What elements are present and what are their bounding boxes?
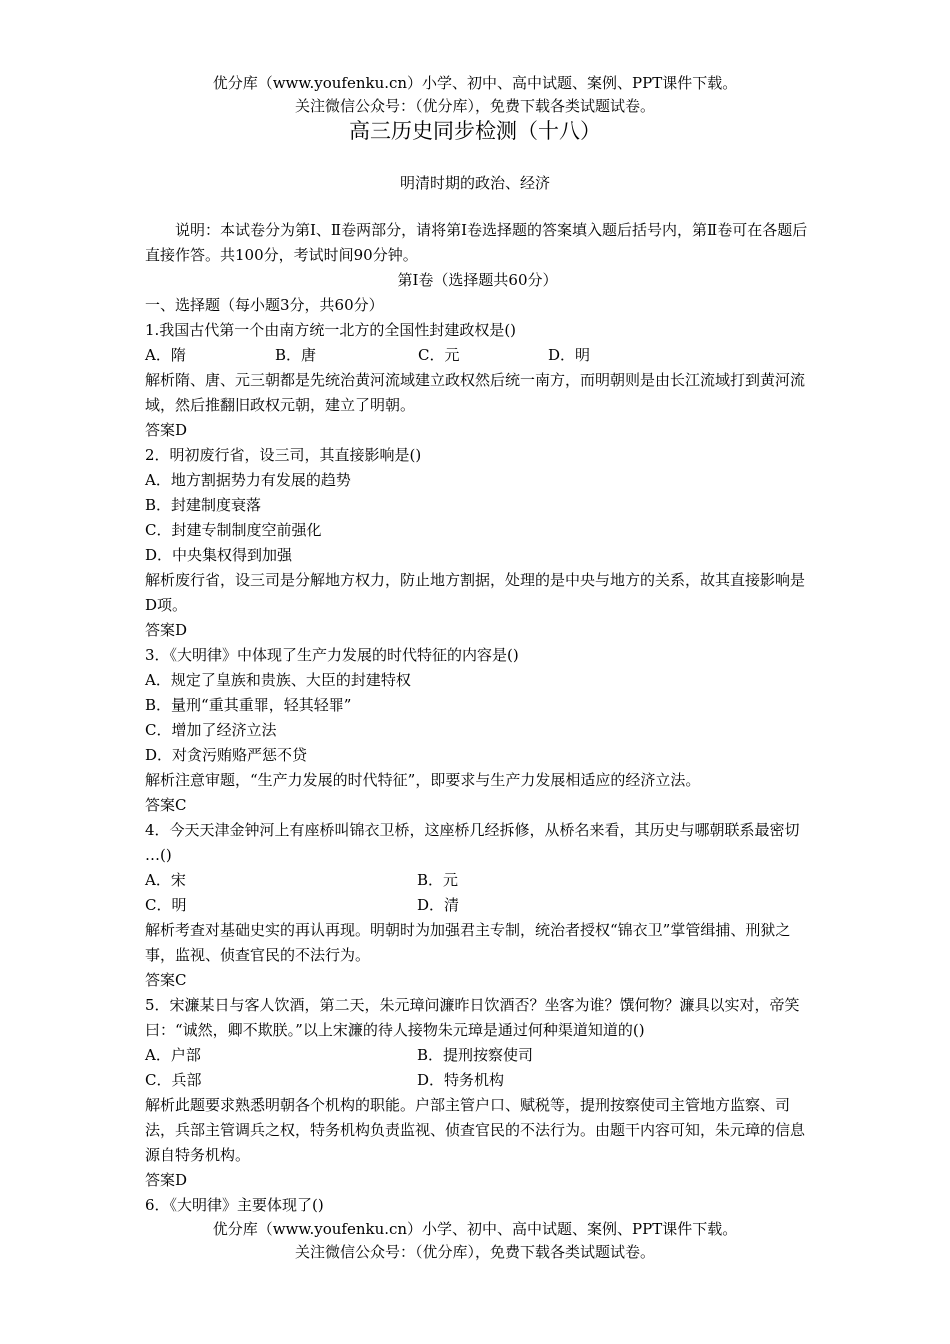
question-analysis: 解析考查对基础史实的再认再现。明朝时为加强君主专制，统治者授权“锦衣卫”掌管缉捕、刑狱之事，监视、侦查官民的不法行为。 [145,921,791,964]
option-b: B．量刑“重其重罪，轻其轻罪” [145,696,352,714]
footer-line-2: 关注微信公众号：（优分库），免费下载各类试题试卷。 [294,1243,655,1261]
document-body [145,218,810,1218]
option-c: C．元 [418,346,460,364]
question-options [145,868,810,893]
question-stem: 5．宋濂某日与客人饮酒，第二天，朱元璋问濂昨日饮酒否？坐客为谁？馔何物？濂具以实对，帝笑曰：“诚然，卿不欺朕。”以上宋濂的待人接物朱元璋是通过何种渠道知道的() [145,996,800,1039]
question-options [145,893,810,918]
question-stem: 4．今天天津金钟河上有座桥叫锦衣卫桥，这座桥几经拆修，从桥名来看，其历史与哪朝联系最密切 …() [145,821,800,864]
section-title: 一、选择题（每小题3分，共60分） [145,296,384,314]
question-options [145,1068,810,1093]
page-header [0,72,950,118]
part-title: 第Ⅰ卷（选择题共60分） [397,271,558,289]
option-c: C．封建专制制度空前强化 [145,521,322,539]
option-a: A．规定了皇族和贵族、大臣的封建特权 [145,671,411,689]
intro-text: 说明：本试卷分为第Ⅰ、Ⅱ卷两部分，请将第Ⅰ卷选择题的答案填入题后括号内，第Ⅱ卷可在各题后直接作答。共100分，考试时间90分钟。 [145,221,808,264]
question-stem: 1.我国古代第一个由南方统一北方的全国性封建政权是() [145,321,517,339]
question-stem: 3．《大明律》中体现了生产力发展的时代特征的内容是() [145,646,519,664]
question-answer: 答案D [145,421,188,439]
option-d: D．特务机构 [417,1071,505,1089]
question-stem: 6．《大明律》主要体现了() [145,1196,324,1214]
question-answer: 答案D [145,621,188,639]
question-analysis: 解析注意审题，“生产力发展的时代特征”，即要求与生产力发展相适应的经济立法。 [145,771,701,789]
question-options [145,1043,810,1068]
document-subtitle: 明清时期的政治、经济 [399,174,550,192]
option-d: D．明 [548,346,591,364]
header-line-1: 优分库（www.youfenku.cn）小学、初中、高中试题、案例、PPT课件下载。 [212,74,738,92]
question-answer: 答案C [145,971,187,989]
document-title: 高三历史同步检测（十八） [349,119,601,143]
option-c: C．明 [145,896,187,914]
option-a: A．地方割据势力有发展的趋势 [145,471,351,489]
option-b: B．唐 [275,346,317,364]
question-answer: 答案D [145,1171,188,1189]
question-answer: 答案C [145,796,187,814]
option-d: D．清 [417,896,460,914]
header-line-2: 关注微信公众号：（优分库），免费下载各类试题试卷。 [294,97,655,115]
page-footer [0,1218,950,1264]
option-b: B．封建制度衰落 [145,496,262,514]
option-d: D．对贪污贿赂严惩不贷 [145,746,308,764]
option-b: B．元 [417,871,459,889]
option-a: A．宋 [145,871,186,889]
option-b: B．提刑按察使司 [417,1046,534,1064]
option-a: A．隋 [145,346,186,364]
question-stem: 2．明初废行省，设三司，其直接影响是() [145,446,422,464]
option-c: C．增加了经济立法 [145,721,277,739]
option-a: A．户部 [145,1046,201,1064]
question-options [145,343,810,368]
footer-line-1: 优分库（www.youfenku.cn）小学、初中、高中试题、案例、PPT课件下载。 [212,1220,738,1238]
question-analysis: 解析此题要求熟悉明朝各个机构的职能。户部主管户口、赋税等，提刑按察使司主管地方监察、司法，兵部主管调兵之权，特务机构负责监视、侦查官民的不法行为。由题干内容可知，朱元璋的信息源自特务机构。 [145,1096,806,1164]
question-analysis: 解析废行省，设三司是分解地方权力，防止地方割据，处理的是中央与地方的关系，故其直接影响是D项。 [145,571,806,614]
option-d: D．中央集权得到加强 [145,546,293,564]
question-analysis: 解析隋、唐、元三朝都是先统治黄河流域建立政权然后统一南方，而明朝则是由长江流域打到黄河流域，然后推翻旧政权元朝，建立了明朝。 [145,371,806,414]
option-c: C．兵部 [145,1071,202,1089]
